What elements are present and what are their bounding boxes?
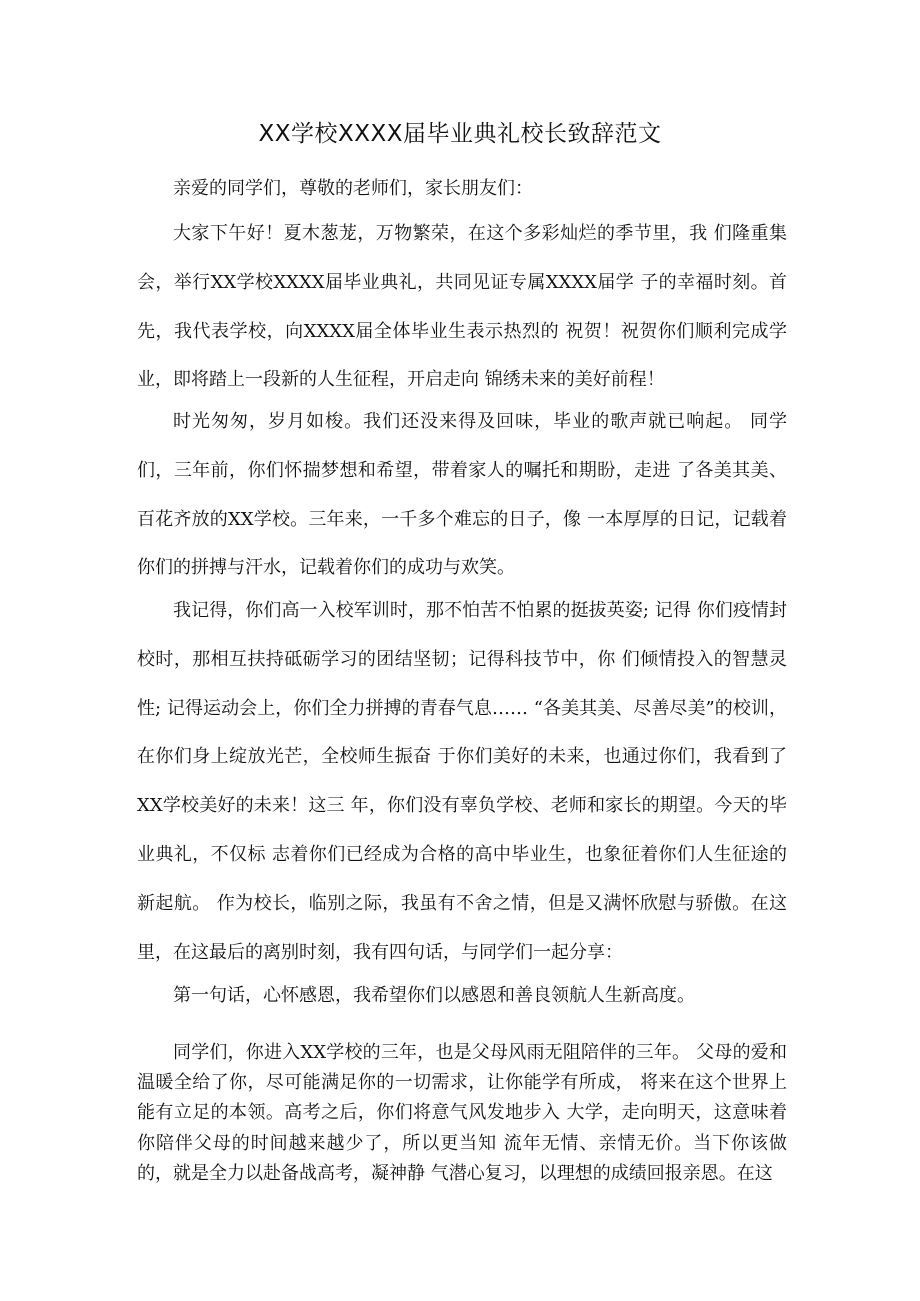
body-paragraph-memories: 我记得，你们高一入校军训时，那不怕苦不怕累的挺拔英姿; 记得 你们疫情封校时，那相互扶持砥砺学习的团结坚韧；记得科技节中，你 们倾情投入的智慧灵性; 记得运动会上，你们全力拼搏的青春气息…… “各美其美、尽善尽美”的校训，在你们身上绽放光芒，全校师生振奋 于你们美好的未来，也通过你们，我看到了 XX学校美好的未来！这三 年，你们没有辜负学校、老师和家长的期望。今天的毕业典礼，不仅标 志着你们已经成为合格的高中毕业生，也象征着你们人生征途的新起航。 作为校长，临别之际，我虽有不舍之情，但是又满怀欣慰与骄傲。在这 里，在这最后的离别时刻，我有四句话，与同学们一起分享： (137, 600, 787, 963)
body-paragraph-gratitude: 同学们，你进入XX学校的三年，也是父母风雨无阻陪伴的三年。 父母的爱和温暖全给了你，尽可能满足你的一切需求，让你能学有所成， 将来在这个世界上能有立足的本领。高考之后，你们将意气风发地步入 大学，走向明天，这意味着你陪伴父母的时间越来越少了，所以更当知 流年无情、亲情无价。当下你该做的，就是全力以赴备战高考，凝神静 气潜心复习，以理想的成绩回报亲恩。在这 (137, 1042, 787, 1184)
document-title: XX学校XXXX届毕业典礼校长致辞范文 (258, 121, 662, 147)
salutation-paragraph: 亲爱的同学们，尊敬的老师们，家长朋友们： (173, 178, 533, 199)
body-paragraph-greeting: 大家下午好！夏木葱茏，万物繁荣，在这个多彩灿烂的季节里，我 们隆重集会，举行XX学校XXXX届毕业典礼，共同见证专属XXXX届学 子的幸福时刻。首先，我代表学校，向XXXX届全体毕业生表示热烈的 祝贺！祝贺你们顺利完成学业，即将踏上一段新的人生征程，开启走向 锦绣未来的美好前程！ (137, 223, 787, 391)
body-paragraph-first-point: 第一句话，心怀感恩，我希望你们以感恩和善良领航人生新高度。 (173, 985, 695, 1006)
body-paragraph-time: 时光匆匆，岁月如梭。我们还没来得及回味，毕业的歌声就已响起。 同学们，三年前，你们怀揣梦想和希望，带着家人的嘱托和期盼，走进 了各美其美、百花齐放的XX学校。三年来，一千多个难忘的日子，像 一本厚厚的日记，记载着你们的拼搏与汗水，记载着你们的成功与欢笑。 (137, 411, 787, 579)
